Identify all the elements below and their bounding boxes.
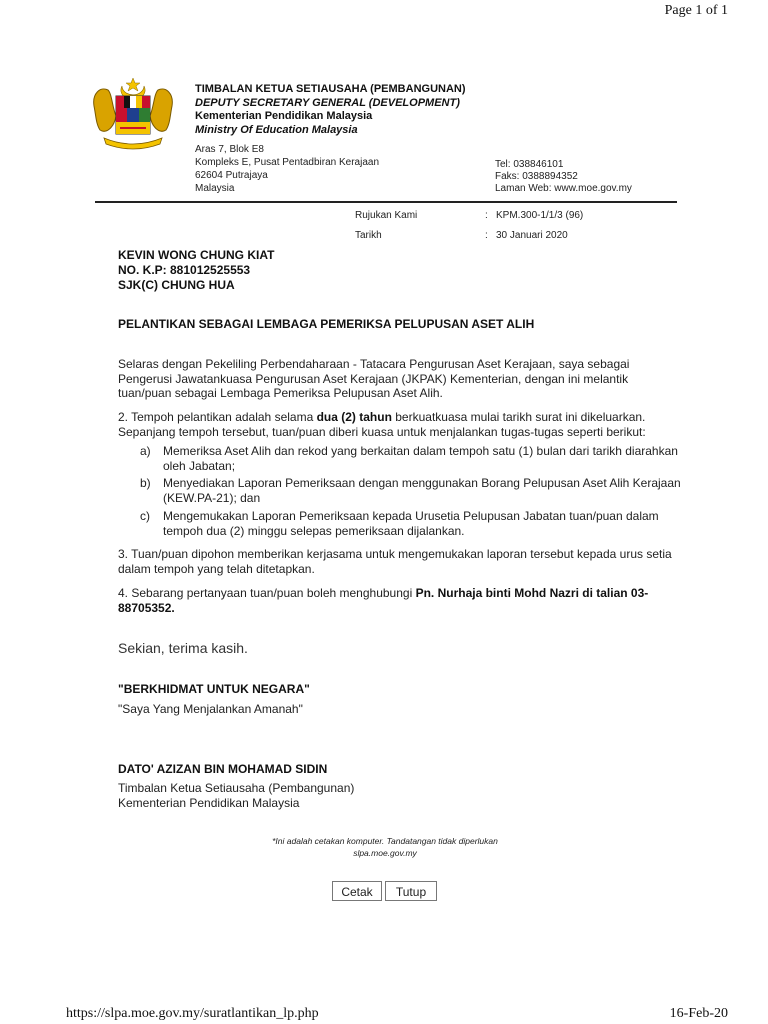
list-item-a: Memeriksa Aset Alih dan rekod yang berkaitan dalam tempoh satu (1) bulan dari tarikh diarahkan oleh Jabatan;: [163, 444, 678, 473]
address-line-4: Malaysia: [195, 183, 235, 194]
letter-subject: PELANTIKAN SEBAGAI LEMBAGA PEMERIKSA PELUPUSAN ASET ALIH: [118, 317, 535, 331]
paragraph-1: Selaras dengan Pekeliling Perbendaharaan - Tatacara Pengurusan Aset Kerajaan, saya sebagai Pengerusi Jawatankuasa Pengurusan Aset Kerajaan (JKPAK) Kementerian, dengan ini melantik tuan/puan sebagai Lembaga Pemeriksa Pelupusan Aset Alih.: [118, 357, 630, 400]
header-ministry-malay: Kementerian Pendidikan Malaysia: [195, 110, 373, 122]
paragraph-2: [118, 410, 678, 439]
reference-label: Rujukan Kami: [355, 210, 418, 221]
header-divider: [95, 201, 677, 203]
address-line-1: Aras 7, Blok E8: [195, 144, 264, 155]
motto: "BERKHIDMAT UNTUK NEGARA": [118, 682, 310, 696]
paragraph-4-start: 4. Sebarang pertanyaan tuan/puan boleh menghubungi: [118, 586, 416, 600]
note-website: slpa.moe.gov.my: [353, 848, 417, 858]
header-title-malay: TIMBALAN KETUA SETIAUSAHA (PEMBANGUNAN): [195, 83, 466, 95]
signer-ministry: Kementerian Pendidikan Malaysia: [118, 796, 300, 810]
list-marker-a: a): [140, 444, 151, 458]
list-item-b: Menyediakan Laporan Pemeriksaan dengan menggunakan Borang Pelupusan Aset Alih Kerajaan (KEW.PA-21); dan: [163, 476, 681, 505]
contact-website: Laman Web: www.moe.gov.my: [495, 183, 632, 194]
list-marker-c: c): [140, 509, 150, 523]
reference-value: KPM.300-1/1/3 (96): [496, 210, 584, 221]
reference-colon: :: [485, 210, 488, 221]
closing-text: Sekian, terima kasih.: [118, 640, 248, 656]
paragraph-3: 3. Tuan/puan dipohon memberikan kerjasama untuk mengemukakan laporan tersebut kepada urus setia dalam tempoh yang telah ditetapkan.: [118, 547, 672, 576]
paragraph-4-contact: Pn. Nurhaja binti Mohd Nazri di talian 03-88705352.: [118, 586, 649, 615]
address-line-2: Kompleks E, Pusat Pentadbiran Kerajaan: [195, 157, 379, 168]
recipient-ic: NO. K.P: 881012525553: [118, 263, 251, 277]
malaysia-coat-of-arms-icon: [90, 76, 176, 152]
list-marker-b: b): [140, 476, 151, 490]
paragraph-2-duration: dua (2) tahun: [316, 410, 392, 424]
motto-subtitle: "Saya Yang Menjalankan Amanah": [118, 702, 303, 716]
list-item-c: Mengemukakan Laporan Pemeriksaan kepada Urusetia Pelupusan Jabatan tuan/puan dalam tempoh dua (2) minggu selepas pemeriksaan dijalankan.: [163, 509, 659, 538]
print-button[interactable]: Cetak: [332, 881, 382, 901]
computer-print-note: *Ini adalah cetakan komputer. Tandatangan tidak diperlukan: [272, 836, 498, 846]
paragraph-2-end: berkuatkuasa mulai tarikh surat ini dikeluarkan. Sepanjang tempoh tersebut, tuan/puan diberi kuasa untuk menjalankan tugas-tugas seperti berikut:: [118, 410, 646, 439]
date-colon: :: [485, 230, 488, 241]
paragraph-2-start: 2. Tempoh pelantikan adalah selama: [118, 410, 317, 424]
footer-url: https://slpa.moe.gov.my/suratlantikan_lp.php: [66, 1006, 319, 1021]
signer-title: Timbalan Ketua Setiausaha (Pembangunan): [118, 781, 355, 795]
recipient-name: KEVIN WONG CHUNG KIAT: [118, 248, 275, 262]
header-title-english: DEPUTY SECRETARY GENERAL (DEVELOPMENT): [195, 97, 460, 109]
contact-fax: Faks: 0388894352: [495, 171, 578, 182]
page-indicator: Page 1 of 1: [664, 3, 728, 18]
paragraph-4: [118, 586, 678, 615]
date-value: 30 Januari 2020: [496, 230, 568, 241]
contact-tel: Tel: 038846101: [495, 159, 564, 170]
header-ministry-english: Ministry Of Education Malaysia: [195, 124, 358, 136]
date-label: Tarikh: [355, 230, 382, 241]
address-line-3: 62604 Putrajaya: [195, 170, 268, 181]
recipient-school: SJK(C) CHUNG HUA: [118, 278, 235, 292]
footer-date: 16-Feb-20: [669, 1006, 728, 1021]
signer-name: DATO' AZIZAN BIN MOHAMAD SIDIN: [118, 762, 328, 776]
close-button[interactable]: Tutup: [385, 881, 437, 901]
